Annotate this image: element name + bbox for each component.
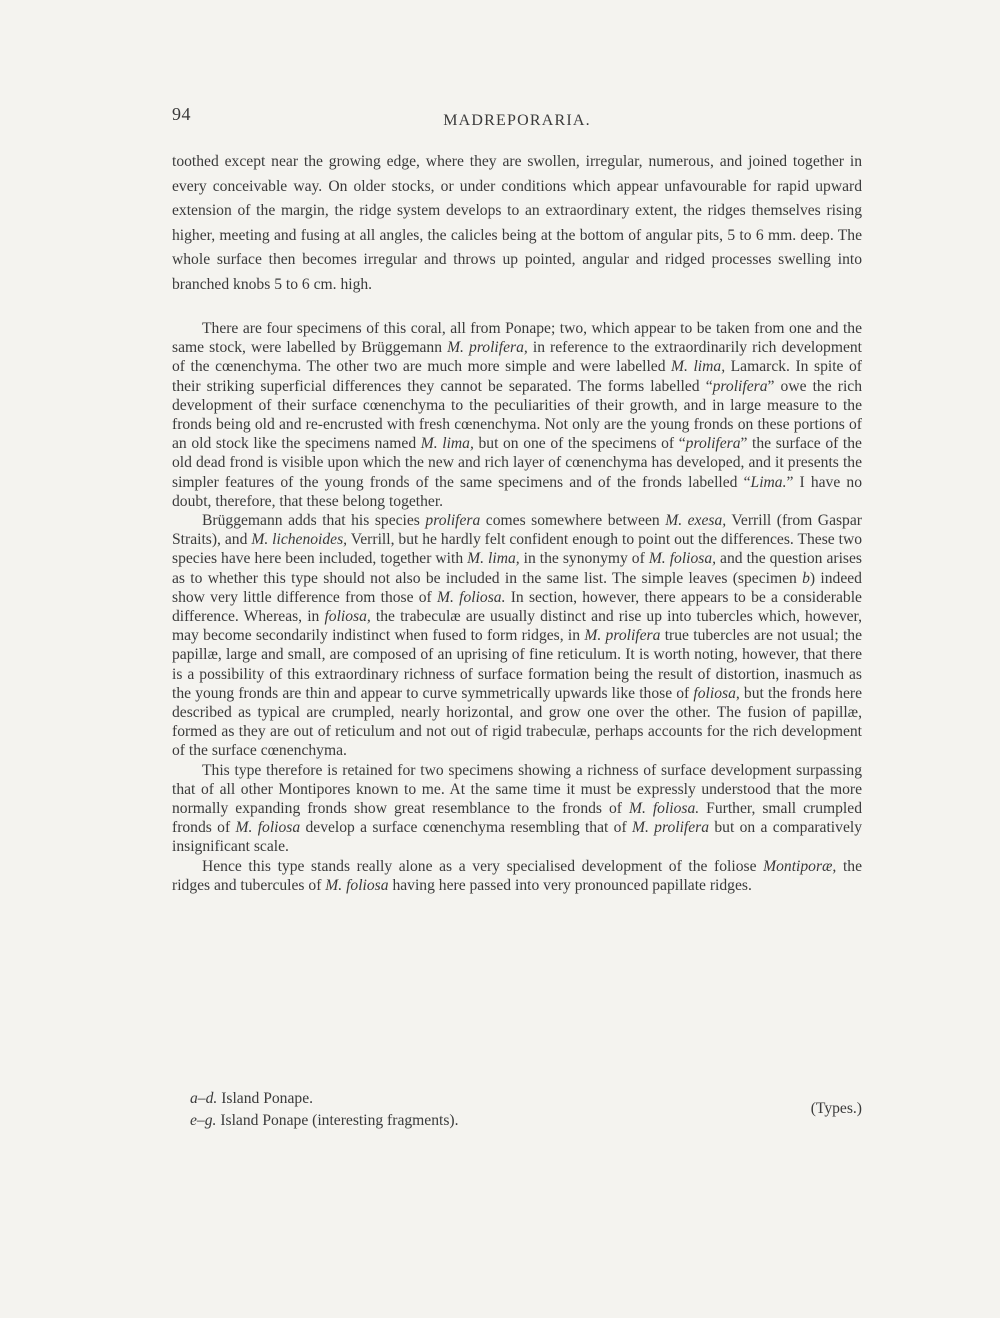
- specimen-code: a–d.: [190, 1090, 218, 1107]
- page-number: 94: [172, 104, 191, 124]
- text-run: Hence this type stands really alone as a very specialised development of the foliose: [202, 857, 764, 875]
- text-run: ” I have no doubt, therefore, that these belong together.: [172, 473, 862, 510]
- text-run: toothed except near the growing edge, where they are swollen, irregular, numerous, and joined together in every conceivable way. On older stocks, or under conditions which appear unfavourable for rapid upward extension of the margin, the ridge system develops to an extraordinary extent, the ridges themselves rising higher, meeting and fusing at all angles, the calicles being at the bottom of angular pits, 5 to 6 mm. deep. The whole surface then becomes irregular and throws up pointed, angular and ridged processes swelling into branched knobs 5 to 6 cm. high.: [172, 153, 862, 293]
- italic-text: Montiporæ,: [763, 857, 837, 875]
- text-run: true tubercles are not usual; the papillæ, large and small, are composed of an uprising of fine reticulum. It is worth noting, however, that there is a possibility of this extraordinary richness of surface formation being the result of distortion, inasmuch as the young fronds are thin and appear to curve symmetrically upwards like those of: [172, 627, 862, 702]
- italic-text: b: [802, 569, 810, 587]
- text-run: but the fronds here described as typical are crumpled, nearly horizontal, and grow one over the other. The fusion of papillæ, formed as they are out of reticulum and not out of rigid trabeculæ, perhaps accounts for the rich development of the surface cœnenchyma.: [172, 684, 863, 760]
- paragraph: [172, 150, 862, 297]
- text-run: the trabeculæ are usually distinct and rise up into tubercles which, however, may become secondarily indistinct when fused to form ridges, in: [172, 608, 863, 645]
- text-run: In section, however, there appears to be a considerable difference. Whereas, in: [172, 588, 862, 626]
- text-run: Verrill (from Gaspar Straits), and: [172, 512, 862, 549]
- text-run: develop a surface cœnenchyma resembling that of: [300, 819, 632, 837]
- italic-text: M. lichenoides,: [251, 531, 348, 549]
- italic-text: foliosa,: [693, 684, 740, 702]
- text-run: but on one of the specimens of “: [473, 435, 686, 453]
- specimen-entry: [190, 1110, 862, 1132]
- specimen-code: e–g.: [190, 1112, 217, 1129]
- specimen-list: [190, 1088, 862, 1132]
- italic-text: M. lima,: [420, 435, 474, 453]
- types-note: (Types.): [810, 1100, 862, 1117]
- body-text: [172, 150, 862, 895]
- text-run: Further, small crumpled fronds of: [172, 800, 862, 837]
- italic-text: M. foliosa.: [437, 588, 506, 606]
- italic-text: M. prolifera,: [447, 339, 528, 357]
- italic-text: prolifera: [685, 435, 741, 453]
- italic-text: prolifera: [425, 512, 481, 530]
- text-run: Verrill, but he hardly felt confident enough to point out the differences. These two species have here been included, together with: [172, 531, 863, 568]
- text-run: There are four specimens of this coral, all from Ponape; two, which appear to be taken from one and the same stock, were labelled by Brüggemann: [172, 320, 862, 357]
- italic-text: M. prolifera: [631, 819, 710, 837]
- text-run: comes somewhere between: [480, 512, 666, 530]
- italic-text: M. exesa,: [665, 512, 727, 530]
- text-run: ” the surface of the old dead frond is visible upon which the new and rich layer of cœnenchyma has developed, and it presents the simpler features of the young fronds of the same specimens and of the fronds labelled “: [172, 435, 862, 491]
- specimen-entry: [190, 1088, 862, 1110]
- italic-text: foliosa,: [324, 608, 371, 626]
- paragraph: [172, 511, 862, 761]
- text-run: ) indeed show very little difference from those of: [172, 569, 862, 606]
- text-run: but on a comparatively insignificant scale.: [172, 819, 862, 856]
- text-run: Lamarck. In spite of their striking superficial differences they cannot be separated. The forms labelled “: [172, 358, 862, 395]
- text-run: Brüggemann adds that his species: [202, 512, 426, 530]
- text-run: and the question arises as to whether this type should not also be included in the same list. The simple leaves (specimen: [172, 550, 862, 587]
- specimen-locality: Island Ponape (interesting fragments).: [220, 1112, 459, 1129]
- italic-text: Lima.: [750, 473, 787, 491]
- text-run: ” owe the rich development of their surface cœnenchyma to the peculiarities of their growth, and in large measure to the fronds being old and re-encrusted with fresh cœnenchyma. Not only are the young fronds on these portions of an old stock like the specimens named: [172, 377, 862, 453]
- italic-text: M. foliosa: [235, 819, 301, 837]
- text-run: the ridges and tubercules of: [172, 857, 862, 894]
- text-run: in reference to the extraordinarily rich development of the cœnenchyma. The other two are much more simple and were labelled: [172, 339, 862, 376]
- italic-text: prolifera: [712, 377, 768, 395]
- italic-text: M. foliosa: [325, 876, 389, 894]
- italic-text: M. foliosa.: [628, 800, 700, 818]
- italic-text: M. lima,: [467, 550, 520, 568]
- italic-text: M. prolifera: [584, 627, 661, 645]
- italic-text: M. lima,: [671, 358, 726, 376]
- paragraph: [172, 319, 862, 511]
- page-header: [172, 104, 862, 134]
- text-run: having here passed into very pronounced papillate ridges.: [388, 876, 752, 894]
- running-head: MADREPORARIA.: [443, 112, 591, 129]
- paragraph: [172, 761, 862, 857]
- paragraph: [172, 857, 862, 895]
- text-run: This type therefore is retained for two specimens showing a richness of surface development surpassing that of all other Montipores known to me. At the same time it must be expressly understood that the more normally expanding fronds show great resemblance to the fronds of: [172, 761, 862, 818]
- italic-text: M. foliosa,: [648, 550, 717, 568]
- specimen-locality: Island Ponape.: [221, 1090, 314, 1107]
- text-run: in the synonymy of: [519, 550, 649, 568]
